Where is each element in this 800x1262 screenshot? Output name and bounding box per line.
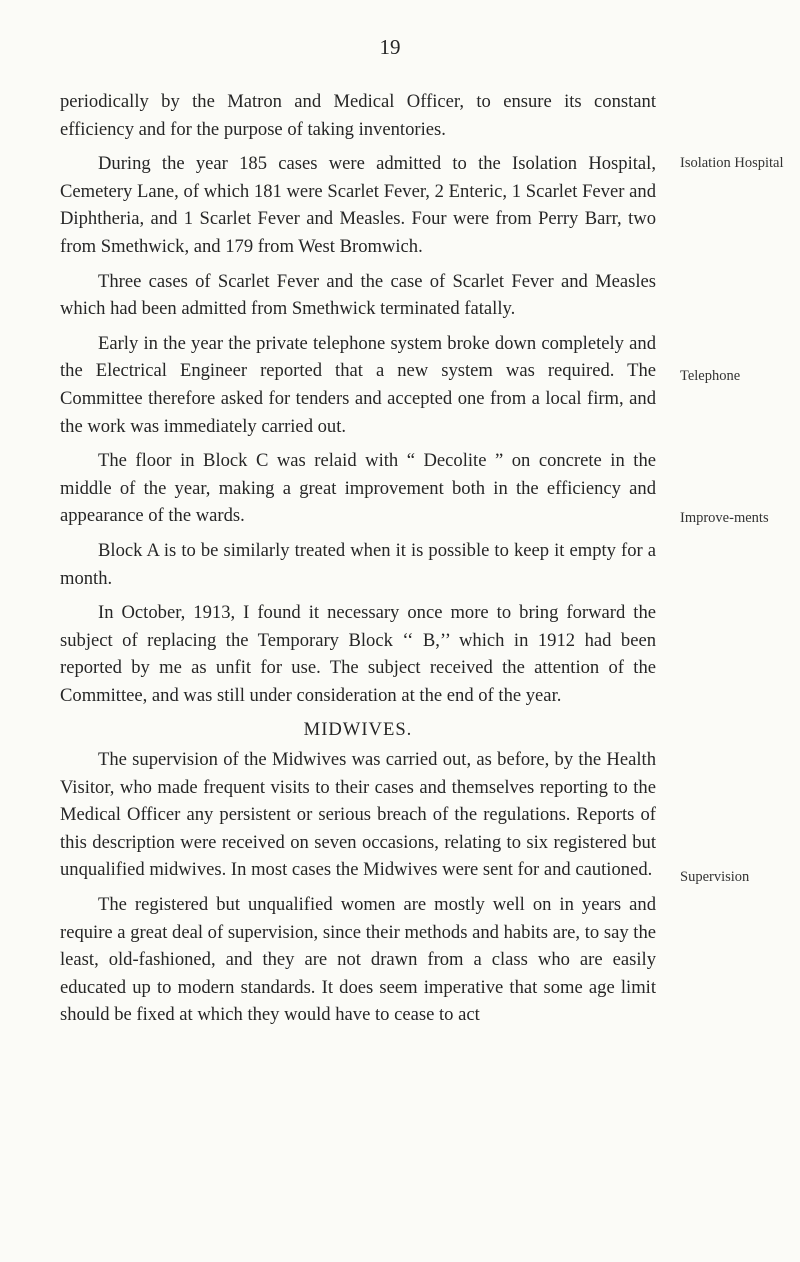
margin-note-isolation-hospital: Isolation Hospital (680, 155, 784, 171)
margin-note-improvements: Improve-ments (680, 510, 769, 526)
paragraph-fatal-cases: Three cases of Scarlet Fever and the case of Scarlet Fever and Measles which had been admitted from Smethwick terminated fatally. (60, 270, 656, 320)
page-number: 19 (379, 35, 401, 59)
margin-note-supervision: Supervision (680, 869, 750, 885)
paragraph-telephone: Early in the year the private telephone system broke down completely and the Electrical Engineer reported that a new system was required. The Committee therefore asked for tenders and accepted one from a local firm, and the work was immediately carried out. (60, 332, 656, 437)
paragraph-block-c-floor: The floor in Block C was relaid with “ Decolite ” on concrete in the middle of the year, making a great improvement both in the efficiency and appearance of the wards. (60, 450, 656, 527)
paragraph-continuation: periodically by the Matron and Medical Officer, to ensure its constant efficiency and for the purpose of taking inventories. (60, 91, 656, 140)
paragraph-isolation-hospital: During the year 185 cases were admitted to the Isolation Hospital, Cemetery Lane, of which 181 were Scarlet Fever, 2 Enteric, 1 Scarlet Fever and Diphtheria, and 1 Scarlet Fever and Measles. Four were from Perry Barr, two from Smethwick, and 179 from West Bromwich. (60, 153, 656, 257)
margin-note-telephone: Telephone (680, 368, 741, 384)
paragraph-midwives-supervision: The supervision of the Midwives was carried out, as before, by the Health Visitor, who made frequent visits to their cases and themselves reporting to the Medical Officer any persistent or serious breach of the regulations. Reports of this description were received on seven occasions, relating to six registered but unqualified midwives. In most cases the Midwives were sent for and cautioned. (60, 749, 656, 881)
paragraph-temporary-block-b: In October, 1913, I found it necessary once more to bring forward the subject of replacing the Temporary Block ‘‘ B,’’ which in 1912 had been reported by me as unfit for use. The subject received the attention of the Committee, and was still under consideration at the end of the year. (60, 602, 656, 706)
paragraph-unqualified-women: The registered but unqualified women are mostly well on in years and require a great deal of supervision, since their methods and habits are, to say the least, old-fashioned, and they are not drawn from a class who are easily educated up to modern standards. It does seem imperative that some age limit should be fixed at which they would have to cease to act (60, 894, 656, 1026)
main-text (60, 88, 656, 1036)
section-heading-midwives: MIDWIVES. (303, 719, 413, 741)
paragraph-block-a: Block A is to be similarly treated when it is possible to keep it empty for a month. (60, 539, 656, 589)
